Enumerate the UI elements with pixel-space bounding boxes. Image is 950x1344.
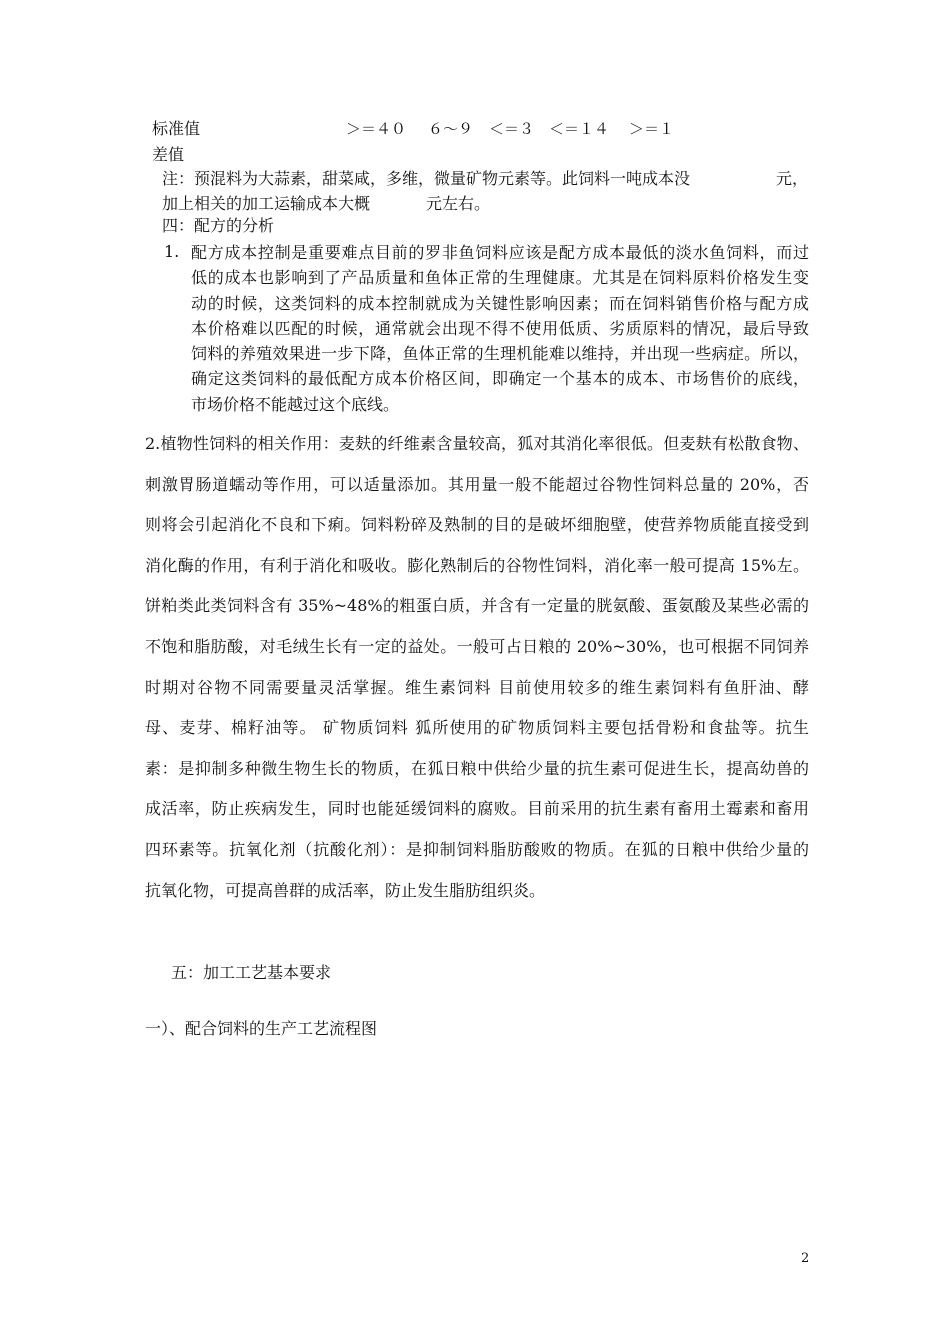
- list-item-1-line: 饲料的养殖效果进一步下降，鱼体正常的生理机能难以维持，并出现一些病症。所以，: [191, 344, 809, 364]
- note-line-2: [162, 191, 808, 216]
- note-paragraph: [162, 166, 808, 216]
- list-item-1-line: 市场价格不能越过这个底线。: [191, 394, 400, 414]
- paragraph-line: 素：是抑制多种微生物生长的物质，在狐日粮中供给少量的抗生素可促进生长，提高幼兽的: [145, 758, 809, 778]
- paragraph-line: 消化酶的作用，有利于消化和吸收。膨化熟制后的谷物性饲料，消化率一般可提高 15%左。: [145, 555, 809, 575]
- standard-value-14: ＜＝１４: [549, 120, 610, 138]
- paragraph-line: 抗氧化物，可提高兽群的成活率，防止发生脂肪组织炎。: [145, 880, 546, 900]
- standard-value-protein: ＞＝４０: [346, 120, 407, 138]
- standard-value-label: 标准值: [152, 119, 201, 138]
- plant-feed-paragraph: [145, 424, 809, 911]
- standard-value-3: ＜＝３: [489, 120, 535, 138]
- list-item-1-line: 低的成本也影响到了产品质量和鱼体正常的生理健康。尤其是在饲料原料价格发生变: [191, 268, 809, 288]
- paragraph-line: 成活率，防止疾病发生，同时也能延缓饲料的腐败。目前采用的抗生素有畜用土霉素和畜用: [145, 799, 809, 819]
- note-line-1: [162, 166, 808, 191]
- note-line-2-unit: 元左右。: [426, 194, 491, 213]
- list-item-1-line: 确定这类饲料的最低配方成本价格区间，即确定一个基本的成本、市场售价的底线，: [191, 369, 809, 389]
- page-number: 2: [801, 1251, 810, 1266]
- list-item-1-line: 动的时候，这类饲料的成本控制就成为关键性影响因素；而在饲料销售价格与配方成: [191, 293, 809, 313]
- paragraph-line: 四环素等。抗氧化剂（抗酸化剂）：是抑制饲料脂肪酸败的物质。在狐的日粮中供给少量的: [145, 839, 809, 859]
- subsection-1-heading: 一）、配合饲料的生产工艺流程图: [145, 1019, 378, 1038]
- standard-value-ph: ６～９: [428, 120, 474, 138]
- difference-label: 差值: [152, 145, 185, 164]
- paragraph-line: 时期对谷物不同需要量灵活掌握。维生素饲料 目前使用较多的维生素饲料有鱼肝油、酵: [145, 677, 809, 697]
- paragraph-line: 母、麦芽、棉籽油等。 矿物质饲料 狐所使用的矿物质饲料主要包括骨粉和食盐等。抗生: [145, 718, 809, 738]
- list-item-1-line: 配方成本控制是重要难点目前的罗非鱼饲料应该是配方成本最低的淡水鱼饲料，而过: [191, 243, 809, 262]
- note-line-1-unit: 元，: [775, 169, 808, 188]
- paragraph-line: 则将会引起消化不良和下痢。饲料粉碎及熟制的目的是破坏细胞壁，使营养物质能直接受到: [145, 515, 809, 535]
- list-item-1-number: 1.: [164, 242, 180, 261]
- paragraph-line: 饼粕类此类饲料含有 35%~48%的粗蛋白质，并含有一定量的胱氨酸、蛋氨酸及某些必需的: [145, 596, 809, 616]
- paragraph-line: 2.植物性饲料的相关作用：麦麸的纤维素含量较高，狐对其消化率很低。但麦麸有松散食物、: [145, 434, 809, 453]
- paragraph-line: 不饱和脂肪酸，对毛绒生长有一定的益处。一般可占日粮的 20%~30%，也可根据不同饲养: [145, 636, 809, 656]
- standard-value-1: ＞＝１: [629, 120, 675, 138]
- note-line-2-text: 加上相关的加工运输成本大概: [162, 194, 371, 213]
- list-item-1-line: 本价格难以匹配的时候，通常就会出现不得不使用低质、劣质原料的情况，最后导致: [191, 318, 809, 338]
- paragraph-line: 刺激胃肠道蠕动等作用，可以适量添加。其用量一般不能超过谷物性饲料总量的 20%，否: [145, 474, 809, 494]
- list-item-1-text: [191, 240, 809, 417]
- section-4-heading: 四：配方的分析: [162, 216, 275, 235]
- note-line-1-text: 注：预混料为大蒜素，甜菜咸，多维，微量矿物元素等。此饲料一吨成本没: [162, 169, 691, 188]
- section-5-heading: 五：加工工艺基本要求: [171, 963, 332, 982]
